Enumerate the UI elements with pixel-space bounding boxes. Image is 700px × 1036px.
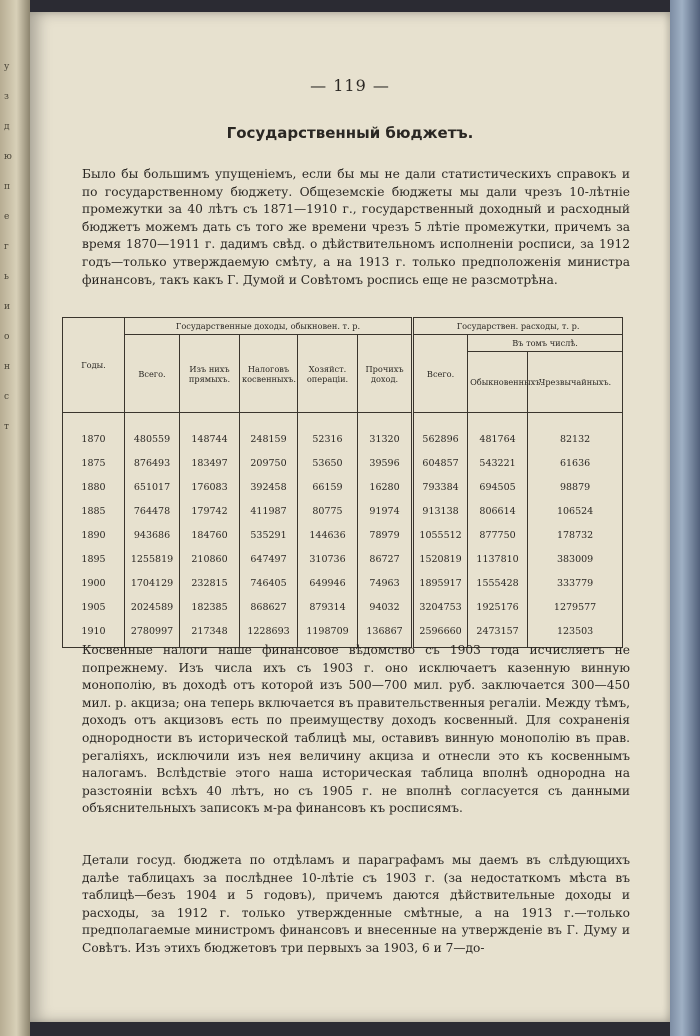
value-cell: 746405 xyxy=(240,571,298,595)
year-cell: 1910 xyxy=(63,619,125,648)
value-cell: 98879 xyxy=(528,475,623,499)
header-expense-extraordinary: Чрезвычайныхъ. xyxy=(528,352,623,413)
value-cell: 694505 xyxy=(468,475,528,499)
value-cell: 876493 xyxy=(125,451,180,475)
year-cell: 1905 xyxy=(63,595,125,619)
value-cell: 248159 xyxy=(240,413,298,452)
value-cell: 1198709 xyxy=(298,619,358,648)
value-cell: 1228693 xyxy=(240,619,298,648)
value-cell: 480559 xyxy=(125,413,180,452)
value-cell: 943686 xyxy=(125,523,180,547)
left-page-fragment: з xyxy=(4,92,9,102)
value-cell: 2024589 xyxy=(125,595,180,619)
table-row xyxy=(63,547,623,571)
value-cell: 53650 xyxy=(298,451,358,475)
value-cell: 877750 xyxy=(468,523,528,547)
value-cell: 123503 xyxy=(528,619,623,648)
left-page-fragment: п xyxy=(4,182,10,192)
table-row xyxy=(63,523,623,547)
intro-paragraph: Было бы большимъ упущеніемъ, если бы мы не дали статистическихъ справокъ и по государственному бюджету. Общеземскіе бюджеты мы дали чрезъ 10-лѣтніе промежутки за 40 лѣтъ съ 1871—1910 г., государственный доходный и расходный бюджетъ можемъ дать съ того же времени чрезъ 5 лѣтіе промежутки, причемъ за время 1870—1911 г. дадимъ свѣд. о дѣйствительномъ исполненіи росписи, за 1912 годъ—только утверждаемую смѣту, а на 1913 г. только предположенія министра финансовъ, такъ какъ Г. Думой и Совѣтомъ роспись еще не разсмотрѣна. xyxy=(82,167,630,287)
value-cell: 136867 xyxy=(358,619,413,648)
value-cell: 82132 xyxy=(528,413,623,452)
year-cell: 1875 xyxy=(63,451,125,475)
year-cell: 1890 xyxy=(63,523,125,547)
value-cell: 39596 xyxy=(358,451,413,475)
header-income-other: Прочихъ доход. xyxy=(358,335,413,413)
value-cell: 91974 xyxy=(358,499,413,523)
table-row xyxy=(63,595,623,619)
value-cell: 383009 xyxy=(528,547,623,571)
left-page-fragment: т xyxy=(4,422,9,432)
value-cell: 2596660 xyxy=(413,619,468,648)
value-cell: 61636 xyxy=(528,451,623,475)
budget-table-body xyxy=(63,413,623,648)
header-expense-incl: Въ томъ числѣ. xyxy=(468,335,623,352)
value-cell: 764478 xyxy=(125,499,180,523)
header-income-economic: Хозяйст. операціи. xyxy=(298,335,358,413)
value-cell: 2780997 xyxy=(125,619,180,648)
header-expense-ordinary: Обыкновенныхъ. xyxy=(468,352,528,413)
budget-table xyxy=(62,317,623,648)
adjacent-page-edge xyxy=(0,0,30,1036)
value-cell: 1555428 xyxy=(468,571,528,595)
value-cell: 868627 xyxy=(240,595,298,619)
year-cell: 1895 xyxy=(63,547,125,571)
header-income-total: Всего. xyxy=(125,335,180,413)
value-cell: 94032 xyxy=(358,595,413,619)
value-cell: 535291 xyxy=(240,523,298,547)
value-cell: 1255819 xyxy=(125,547,180,571)
section-title: Государственный бюджетъ. xyxy=(226,124,474,142)
value-cell: 562896 xyxy=(413,413,468,452)
value-cell: 31320 xyxy=(358,413,413,452)
table-row xyxy=(63,451,623,475)
value-cell: 210860 xyxy=(180,547,240,571)
year-cell: 1880 xyxy=(63,475,125,499)
book-cover-edge xyxy=(670,0,700,1036)
value-cell: 86727 xyxy=(358,547,413,571)
value-cell: 182385 xyxy=(180,595,240,619)
value-cell: 16280 xyxy=(358,475,413,499)
value-cell: 310736 xyxy=(298,547,358,571)
left-page-fragment: и xyxy=(4,302,10,312)
book-page xyxy=(30,12,670,1022)
value-cell: 481764 xyxy=(468,413,528,452)
value-cell: 1704129 xyxy=(125,571,180,595)
value-cell: 649946 xyxy=(298,571,358,595)
budget-details-paragraph: Детали госуд. бюджета по отдѣламъ и параграфамъ мы даемъ въ слѣдующихъ далѣе таблицахъ за послѣднее 10-лѣтіе съ 1903 г. (за недостаткомъ мѣста въ таблицѣ—безъ 1904 и 5 годовъ), причемъ даются дѣйствительные доходы и расходы, за 1912 г. только утвержденные смѣтные, а на 1913 г.—только предполагаемые министромъ финансовъ и внесенные на утвержденіе въ Г. Думу и Совѣтъ. Изъ этихъ бюджетовъ три первыхъ за 1903, 6 и 7—до- xyxy=(82,853,630,955)
left-page-fragment: у xyxy=(4,62,10,72)
value-cell: 78979 xyxy=(358,523,413,547)
header-expense-total: Всего. xyxy=(413,335,468,413)
left-page-fragment: ь xyxy=(4,272,9,282)
year-cell: 1885 xyxy=(63,499,125,523)
left-page-fragment: е xyxy=(4,212,10,222)
value-cell: 392458 xyxy=(240,475,298,499)
table-row xyxy=(63,571,623,595)
budget-table-container xyxy=(62,317,622,637)
value-cell: 232815 xyxy=(180,571,240,595)
indirect-taxes-paragraph: Косвенные налоги наше финансовое вѣдомство съ 1903 года исчисляетъ не попрежнему. Изъ числа ихъ съ 1903 г. оно исключаетъ казенную винную монополію, въ доходѣ отъ которой изъ 500—700 мил. руб. заключается 300—450 мил. р. акциза; она теперь включается въ правительственныя регаліи. Между тѣмъ, доходъ отъ акцизовъ есть по преимуществу доходъ косвенный. Для сохраненія однородности въ исторической таблицѣ мы, оставивъ винную монополію въ прав. регаліяхъ, исключили изъ нея величину акциза и отнесли это къ косвеннымъ налогамъ. Вслѣдствіе этого наша историческая таблица вполнѣ однородна на разстояніи всѣхъ 40 лѣтъ, но съ 1905 г. не вполнѣ согласуется съ данными объяснительныхъ записокъ м-ра финансовъ къ росписямъ. xyxy=(82,643,630,816)
value-cell: 148744 xyxy=(180,413,240,452)
value-cell: 879314 xyxy=(298,595,358,619)
left-page-fragment: н xyxy=(4,362,10,372)
table-row xyxy=(63,413,623,452)
left-page-fragment: ю xyxy=(4,152,12,162)
value-cell: 217348 xyxy=(180,619,240,648)
value-cell: 913138 xyxy=(413,499,468,523)
value-cell: 179742 xyxy=(180,499,240,523)
value-cell: 144636 xyxy=(298,523,358,547)
value-cell: 209750 xyxy=(240,451,298,475)
value-cell: 178732 xyxy=(528,523,623,547)
value-cell: 604857 xyxy=(413,451,468,475)
value-cell: 184760 xyxy=(180,523,240,547)
value-cell: 793384 xyxy=(413,475,468,499)
value-cell: 74963 xyxy=(358,571,413,595)
left-page-fragment: с xyxy=(4,392,10,402)
header-income-group: Государственные доходы, обыкновен. т. р. xyxy=(125,318,413,335)
header-years: Годы. xyxy=(63,318,125,413)
value-cell: 543221 xyxy=(468,451,528,475)
header-income-direct: Изъ нихъ прямыхъ. xyxy=(180,335,240,413)
value-cell: 806614 xyxy=(468,499,528,523)
value-cell: 52316 xyxy=(298,413,358,452)
table-row xyxy=(63,475,623,499)
left-page-fragment: д xyxy=(4,122,10,132)
value-cell: 411987 xyxy=(240,499,298,523)
value-cell: 106524 xyxy=(528,499,623,523)
value-cell: 176083 xyxy=(180,475,240,499)
table-row xyxy=(63,499,623,523)
header-income-indirect: Налоговъ косвенныхъ. xyxy=(240,335,298,413)
value-cell: 647497 xyxy=(240,547,298,571)
value-cell: 3204753 xyxy=(413,595,468,619)
header-expense-group: Государствен. расходы, т. р. xyxy=(413,318,623,335)
value-cell: 2473157 xyxy=(468,619,528,648)
value-cell: 1895917 xyxy=(413,571,468,595)
value-cell: 1279577 xyxy=(528,595,623,619)
value-cell: 183497 xyxy=(180,451,240,475)
value-cell: 1137810 xyxy=(468,547,528,571)
value-cell: 1520819 xyxy=(413,547,468,571)
value-cell: 333779 xyxy=(528,571,623,595)
year-cell: 1870 xyxy=(63,413,125,452)
value-cell: 1055512 xyxy=(413,523,468,547)
value-cell: 80775 xyxy=(298,499,358,523)
year-cell: 1900 xyxy=(63,571,125,595)
page-number: — 119 — xyxy=(310,76,390,95)
left-page-fragment: о xyxy=(4,332,10,342)
value-cell: 1925176 xyxy=(468,595,528,619)
left-page-fragment: г xyxy=(4,242,9,252)
value-cell: 66159 xyxy=(298,475,358,499)
value-cell: 651017 xyxy=(125,475,180,499)
